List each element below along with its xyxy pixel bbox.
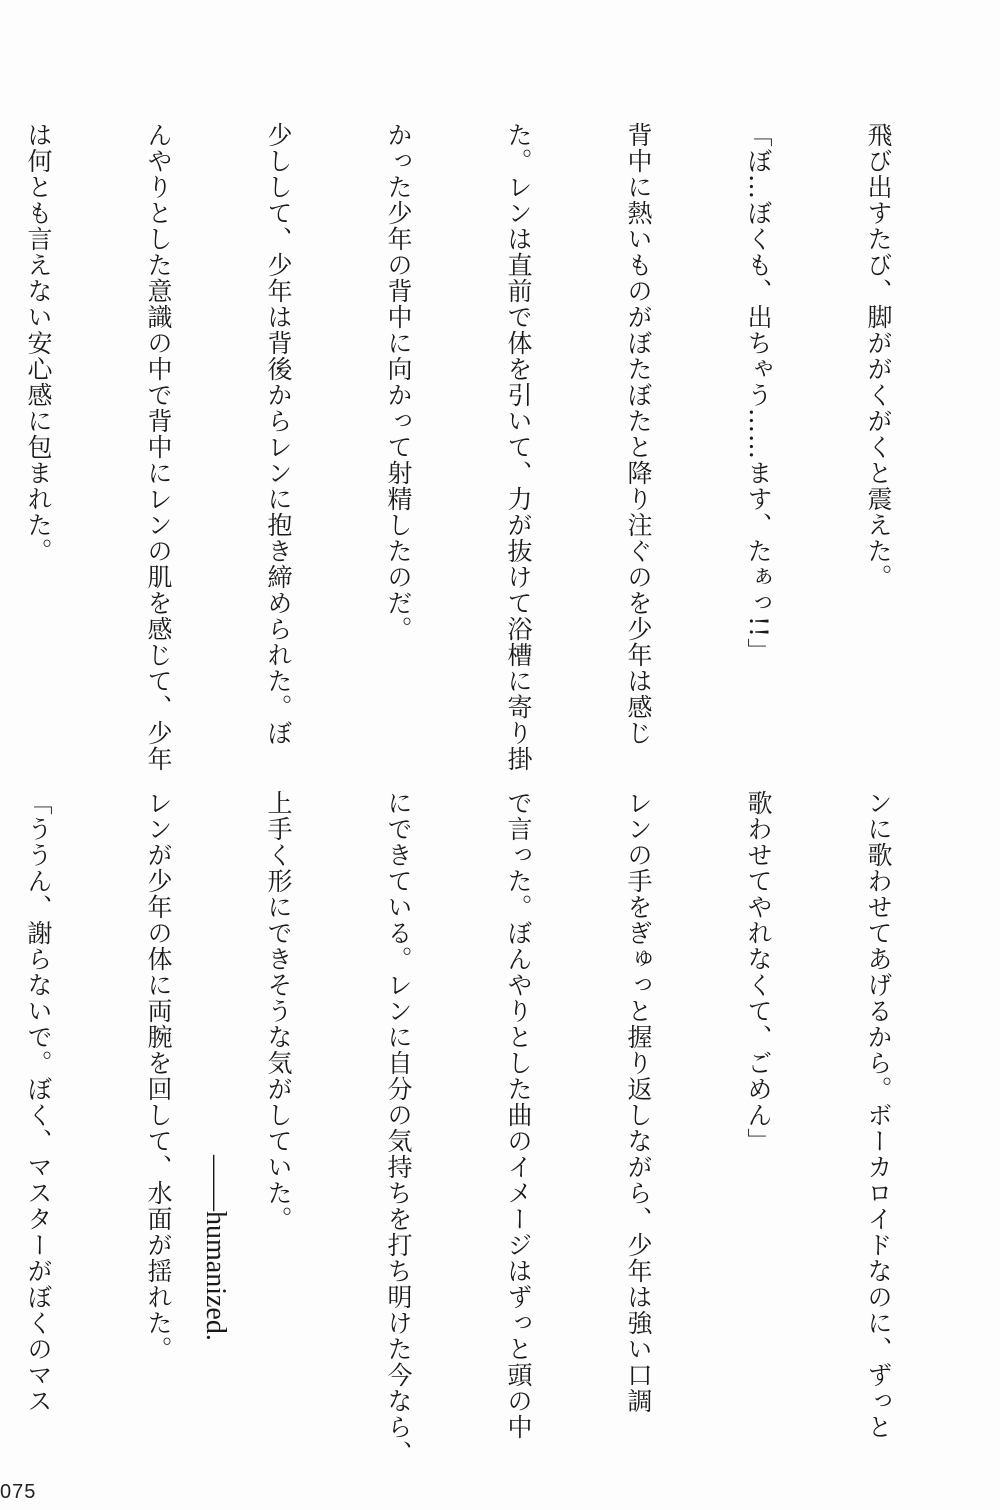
text-line: にできている。レンに自分の気持ちを打ち明けた今なら、: [384, 790, 413, 1466]
text-line: は何とも言えない安心感に包まれた。: [24, 122, 53, 564]
text-line: レンの手をぎゅっと握り返しながら、少年は強い口調: [624, 790, 653, 1414]
text-line: 飛び出すたび、脚ががくがくと震えた。: [864, 122, 893, 590]
text-line: 背中に熱いものがぼたぼたと降り注ぐのを少年は感じ: [624, 122, 653, 746]
text-line: ンに歌わせてあげるから。ボーカロイドなのに、ずっと: [864, 790, 893, 1440]
text-line: 「ぼ…ぼくも、出ちゃう……ます、たぁっ!!」: [744, 122, 773, 665]
text-line: んやりとした意識の中で背中にレンの肌を感じて、少年: [144, 122, 173, 772]
text-line: かった少年の背中に向かって射精したのだ。: [384, 122, 413, 642]
text-line: 少しして、少年は背後からレンに抱き締められた。ぼ: [264, 122, 293, 746]
top-text-block: [18, 122, 978, 772]
page-number: 075: [0, 1481, 37, 1503]
text-line: で言った。ぼんやりとした曲のイメージはずっと頭の中: [504, 790, 533, 1440]
text-line: レンが少年の体に両腕を回して、水面が揺れた。: [144, 790, 173, 1362]
text-line: 上手く形にできそうな気がしていた。: [264, 790, 293, 1232]
text-line: 「ううん、謝らないで。ぼく、マスターがぼくのマス: [24, 790, 53, 1414]
text-line: 歌わせてやれなくて、ごめん」: [744, 790, 773, 1154]
closing-signature: ——humanized.: [200, 1155, 231, 1341]
text-line: た。レンは直前で体を引いて、力が抜けて浴槽に寄り掛: [504, 122, 533, 772]
